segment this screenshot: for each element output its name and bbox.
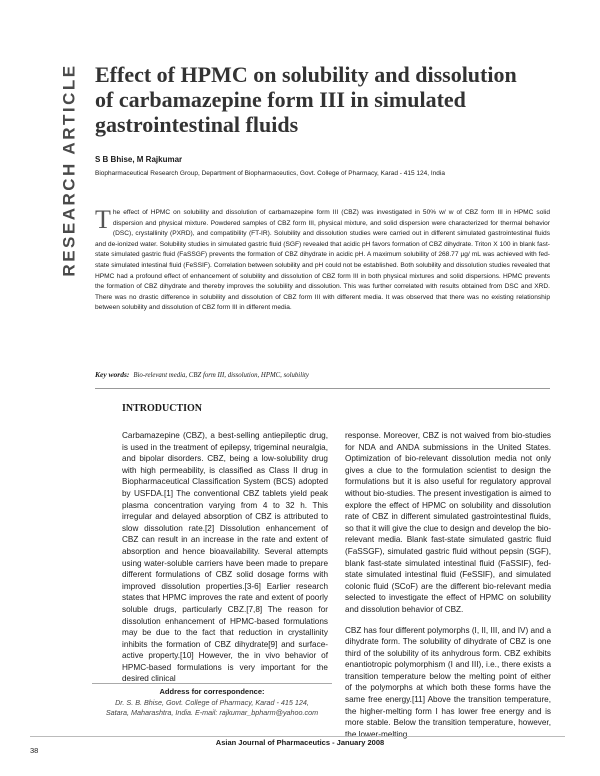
abstract-dropcap: T — [95, 205, 111, 234]
correspondence-line-1: Dr. S. B. Bhise, Govt. College of Pharmacy, Karad - 415 124, — [115, 698, 309, 707]
section-label: RESEARCH ARTICLE — [60, 63, 79, 277]
keywords-text: Bio-relevant media, CBZ form III, dissolution, HPMC, solubility — [133, 372, 309, 379]
article-title: Effect of HPMC on solubility and dissolution of carbamazepine form III in simulated gastrointestinal fluids — [95, 62, 517, 137]
keywords — [95, 370, 550, 379]
journal-footer: Asian Journal of Pharmaceutics - January 2008 — [215, 738, 385, 747]
keywords-label: Key words: — [95, 370, 130, 379]
right-column — [345, 430, 551, 749]
correspondence-email-line[interactable]: Satara, Maharashtra, India. E-mail: rajkumar_bpharm@yahoo.com — [105, 708, 319, 717]
abstract-text: he effect of HPMC on solubility and dissolution of carbamazepine form III (CBZ) was investigated in 50% w/ w of CBZ form III in HPMC solid dispersion and physical mixture. Powdered samples of CBZ form III, physical mixture, and solid dispersion were characterized for thermal behavior (DSC), crystallinity (PXRD), and compatibility (FT-IR). Solubility and dissolution studies were carried out in different simulated gastrointestinal fluids and de-ionized water. Solubility studies in simulated gastric fluid (SGF) revealed that acidic pH favors formation of CBZ dihydrate. Triton X 100 in blank fast-state simulated gastric fluid (FaSSGF) prevents the formation of CBZ dihydrate in acidic pH. A maximum solubility of 268.77 µg/ mL was achieved with fed-state simulated intestinal fluid (FeSSIF). Correlation between solubility and pH could not be established. Both solubility and dissolution studies revealed that HPMC had a profound effect of enhancement of solubility and dissolution of CBZ form III in both physical mixtures and solid dispersions. HPMC prevents the formation of CBZ dihydrate and thereby improves the solubility and dissolution. This was further correlated with results obtained from DSC and XRD. There was no drastic difference in solubility and dissolution of CBZ form III with different media. It was observed that there was no existing relationship between solubility and dissolution of CBZ form III in different media. — [95, 209, 550, 312]
author-list: S B Bhise, M Rajkumar — [95, 155, 183, 164]
intro-paragraph-1: Carbamazepine (CBZ), a best-selling antiepileptic drug, is used in the treatment of epilepsy, trigeminal neuralgia, and bipolar disorders. CBZ, being a low-solubility drug with high permeability, is classified as Class II drug in Biopharmaceutical Classification System (BCS) adopted by USFDA.[1] The conventional CBZ tablets yield peak plasma concentration varying from 4 to 32 h. This irregular and delayed absorption of CBZ is attributed to slow dissolution rate.[2] Dissolution enhancement of CBZ can result in an increase in the rate and extent of absorption and hence bioavailability. Several attempts using water-soluble carriers have been made to prepare different formulations of CBZ solid dosage forms with improved dissolution properties.[3-6] Earlier research states that HPMC improves the rate and extent of poorly soluble drugs, particularly CBZ.[7,8] The reason for dissolution enhancement of HPMC-based formulations may be due to the fact that reduction in crystallinity inhibits the formation of CBZ dihydrate[9] and surface-active property.[10] However, the in vivo behavior of HPMC-based formulations is very important for the desired clinical — [122, 431, 328, 684]
correspondence-title: Address for correspondence: — [159, 687, 265, 696]
section-divider — [95, 388, 550, 389]
intro-paragraph-3: CBZ has four different polymorphs (I, II, III, and IV) and a dihydrate form. The solubility of dihydrate of CBZ is one third of the solubility of its anhydrous form. CBZ exhibits enantiotropic polymorphism (I and III), i.e., there exists a transition temperature below the melting point of either of the polymorphs at which both these forms have the same free energy.[11] Above the transition temperature, the higher-melting form I has lower free energy and is more stable. Below the transition temperature, however, the lower-melting — [345, 625, 551, 739]
correspondence-text — [92, 698, 332, 718]
left-column — [122, 430, 328, 694]
intro-paragraph-2: response. Moreover, CBZ is not waived from bio-studies for NDA and ANDA submissions in the United States. Optimization of bio-relevant dissolution media not only gives a clue to the formulation scientist to design the formulations but it is also useful for regulatory approval without bio-studies. The present investigation is aimed to explore the effect of HPMC on solubility and dissolution rate of CBZ in different simulated gastrointestinal fluids, so that it will give the clue to design and develop the bio-relevant media. Blank fast-state simulated gastric fluid (FaSSGF), simulated gastric fluid without pepsin (SGF), blank fast-state simulated intestinal fluid (FaSSIF), fed-state simulated intestinal fluid (FeSSIF), and simulated colonic fluid (SCoF) are the different bio-relevant media selected to investigate the effect of HPMC on solubility and dissolution behavior of CBZ. — [345, 431, 551, 614]
footer-divider — [30, 736, 565, 737]
introduction-heading: INTRODUCTION — [122, 403, 203, 414]
page-number: 38 — [30, 746, 39, 755]
affiliation: Biopharmaceutical Research Group, Department of Biopharmaceutics, Govt. College of Pharmacy, Karad - 415 124, India — [95, 170, 445, 177]
correspondence-box — [92, 683, 332, 717]
abstract — [95, 205, 550, 314]
